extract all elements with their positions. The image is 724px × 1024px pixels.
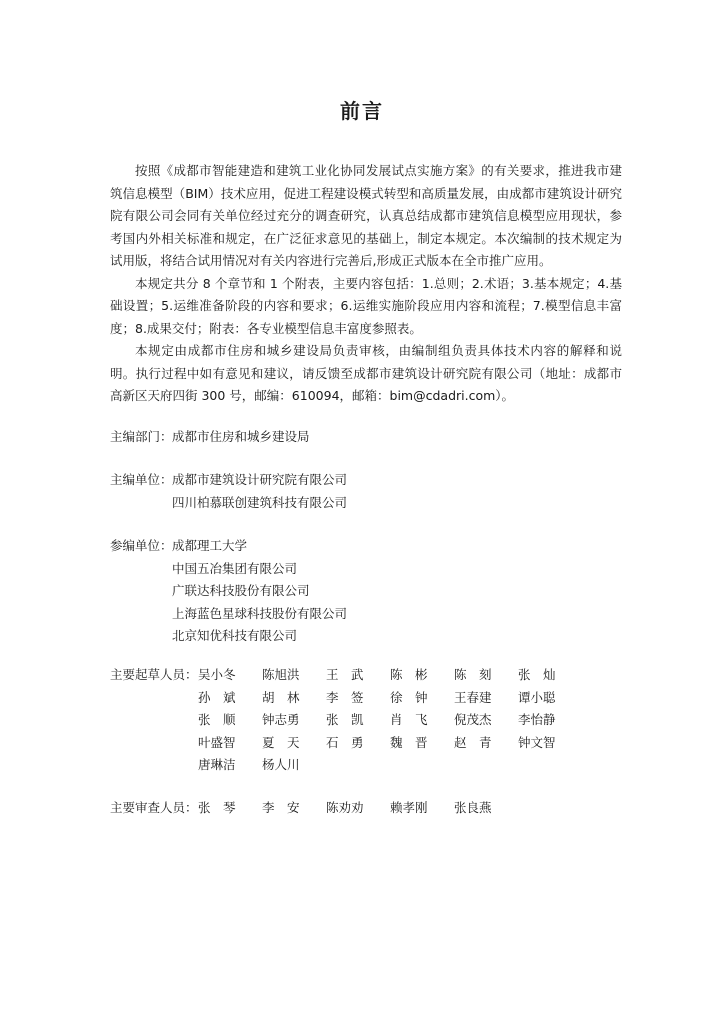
reviewers-label: 主要审查人员： bbox=[110, 800, 198, 815]
paragraph: 本规定共分 8 个章节和 1 个附表，主要内容包括：1.总则；2.术语；3.基本规定；4.基础设置；5.运维准备阶段的内容和要求；6.运维实施阶段应用内容和流程；7.模型信息丰富度；8.成果交付；附表：各专业模型信息丰富度参照表。 bbox=[110, 275, 622, 336]
reviewer-name: 张 琴 bbox=[198, 800, 236, 815]
reviewer-name: 陈劝劝 bbox=[326, 800, 364, 815]
reviewers-block bbox=[110, 797, 518, 820]
reviewer-name: 赖孝刚 bbox=[390, 800, 428, 815]
drafter-name: 魏 晋 bbox=[390, 734, 428, 750]
participating-units-label: 参编单位： bbox=[110, 538, 173, 553]
drafter-name: 陈 彬 bbox=[390, 667, 428, 682]
drafter-name: 夏 天 bbox=[262, 734, 300, 750]
drafter-name: 陈 刻 bbox=[454, 667, 492, 682]
drafters-label: 主要起草人员： bbox=[110, 667, 198, 682]
paragraph: 本规定由成都市住房和城乡建设局负责审核，由编制组负责具体技术内容的解释和说明。执行过程中如有意见和建议，请反馈至成都市建筑设计研究院有限公司（地址：成都市高新区天府四街 300 号，邮编：610094，邮箱：bim@cdadri.com）。 bbox=[110, 343, 622, 403]
chief-unit: 成都市建筑设计研究院有限公司 bbox=[172, 472, 348, 487]
drafter-name: 吴小冬 bbox=[198, 667, 236, 682]
drafter-name: 张 顺 bbox=[198, 712, 236, 727]
drafters-block bbox=[110, 664, 582, 777]
drafter-name: 钟志勇 bbox=[262, 712, 300, 727]
chief-dept-value: 成都市住房和城乡建设局 bbox=[172, 429, 310, 444]
chief-dept-label: 主编部门： bbox=[110, 429, 173, 444]
drafter-name: 张 凯 bbox=[326, 712, 364, 727]
drafter-name: 陈旭洪 bbox=[262, 667, 300, 682]
drafter-name: 赵 青 bbox=[454, 734, 492, 750]
chief-dept-block bbox=[110, 426, 310, 449]
participating-unit: 成都理工大学 bbox=[172, 538, 248, 553]
drafter-name: 杨人川 bbox=[262, 757, 300, 772]
participating-unit: 广联达科技股份有限公司 bbox=[172, 583, 310, 598]
chief-units-block bbox=[110, 469, 347, 514]
reviewer-name: 李 安 bbox=[262, 800, 300, 815]
participating-unit: 中国五冶集团有限公司 bbox=[172, 560, 298, 576]
drafter-name: 李 签 bbox=[326, 689, 364, 705]
paragraph: 按照《成都市智能建造和建筑工业化协同发展试点实施方案》的有关要求，推进我市建筑信息模型（BIM）技术应用，促进工程建设模式转型和高质量发展，由成都市建筑设计研究院有限公司会同有关单位经过充分的调查研究，认真总结成都市建筑信息模型应用现状，参考国内外相关标准和规定，在广泛征求意见的基础上，制定本规定。本次编制的技术规定为试用版，将结合试用情况对有关内容进行完善后,形成正式版本在全市推广应用。 bbox=[110, 163, 622, 268]
drafter-name: 叶盛智 bbox=[198, 734, 236, 750]
participating-units-block bbox=[110, 535, 347, 648]
drafter-name: 张 灿 bbox=[518, 667, 556, 682]
drafter-name: 肖 飞 bbox=[390, 712, 428, 727]
participating-unit: 上海蓝色星球科技股份有限公司 bbox=[172, 605, 348, 621]
participating-unit: 北京知优科技有限公司 bbox=[172, 628, 298, 643]
chief-unit: 四川柏慕联创建筑科技有限公司 bbox=[172, 494, 348, 510]
drafter-name: 孙 斌 bbox=[198, 689, 236, 705]
drafter-name: 倪茂杰 bbox=[454, 712, 492, 727]
drafter-name: 唐琳洁 bbox=[198, 757, 236, 772]
drafter-name: 石 勇 bbox=[326, 734, 364, 750]
drafter-name: 王春建 bbox=[454, 689, 492, 705]
drafter-name: 王 武 bbox=[326, 667, 364, 682]
drafter-name: 谭小聪 bbox=[518, 689, 556, 705]
page-title: 前言 bbox=[340, 99, 384, 123]
drafter-name: 徐 钟 bbox=[390, 689, 428, 705]
drafter-name: 李怡静 bbox=[518, 712, 556, 727]
drafter-name: 钟文智 bbox=[518, 734, 556, 750]
reviewer-name: 张良燕 bbox=[454, 800, 492, 815]
drafter-name: 胡 林 bbox=[262, 689, 300, 705]
preface-body bbox=[110, 160, 622, 408]
chief-units-label: 主编单位： bbox=[110, 472, 173, 487]
